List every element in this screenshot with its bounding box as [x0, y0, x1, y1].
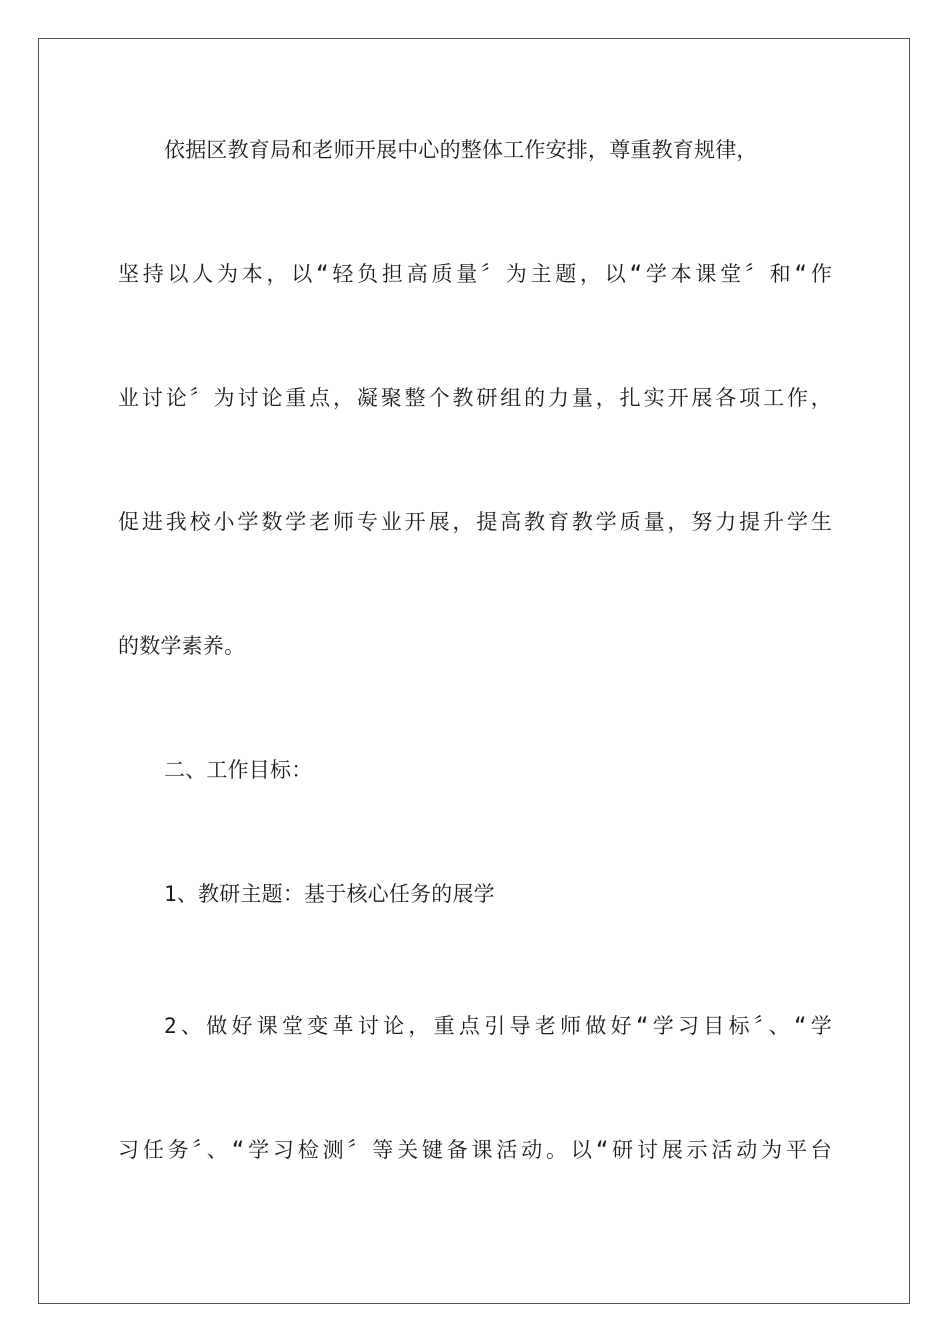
list-item-1: 1、教研主题：基于核心任务的展学 — [164, 882, 495, 906]
paragraph-line-1: 依据区教育局和老师开展中心的整体工作安排，尊重教育规律， — [164, 138, 758, 162]
paragraph-line-3: 业讨论〞为讨论重点，凝聚整个教研组的力量，扎实开展各项工作， — [118, 386, 832, 410]
paragraph-line-4: 促进我校小学数学老师专业开展，提高教育教学质量，努力提升学生 — [118, 510, 832, 534]
page-border — [38, 38, 910, 1304]
list-item-2-line-2: 习任务〞、“学习检测〞等关键备课活动。以“研讨展示活动为平台 — [118, 1138, 832, 1162]
paragraph-line-5: 的数学素养。 — [118, 634, 246, 658]
paragraph-line-2: 坚持以人为本，以“轻负担高质量〞为主题，以“学本课堂〞和“作 — [118, 262, 832, 286]
section-heading: 二、工作目标： — [164, 758, 313, 782]
list-item-2-line-1: 2、做好课堂变革讨论，重点引导老师做好“学习目标〞、“学 — [164, 1014, 832, 1038]
